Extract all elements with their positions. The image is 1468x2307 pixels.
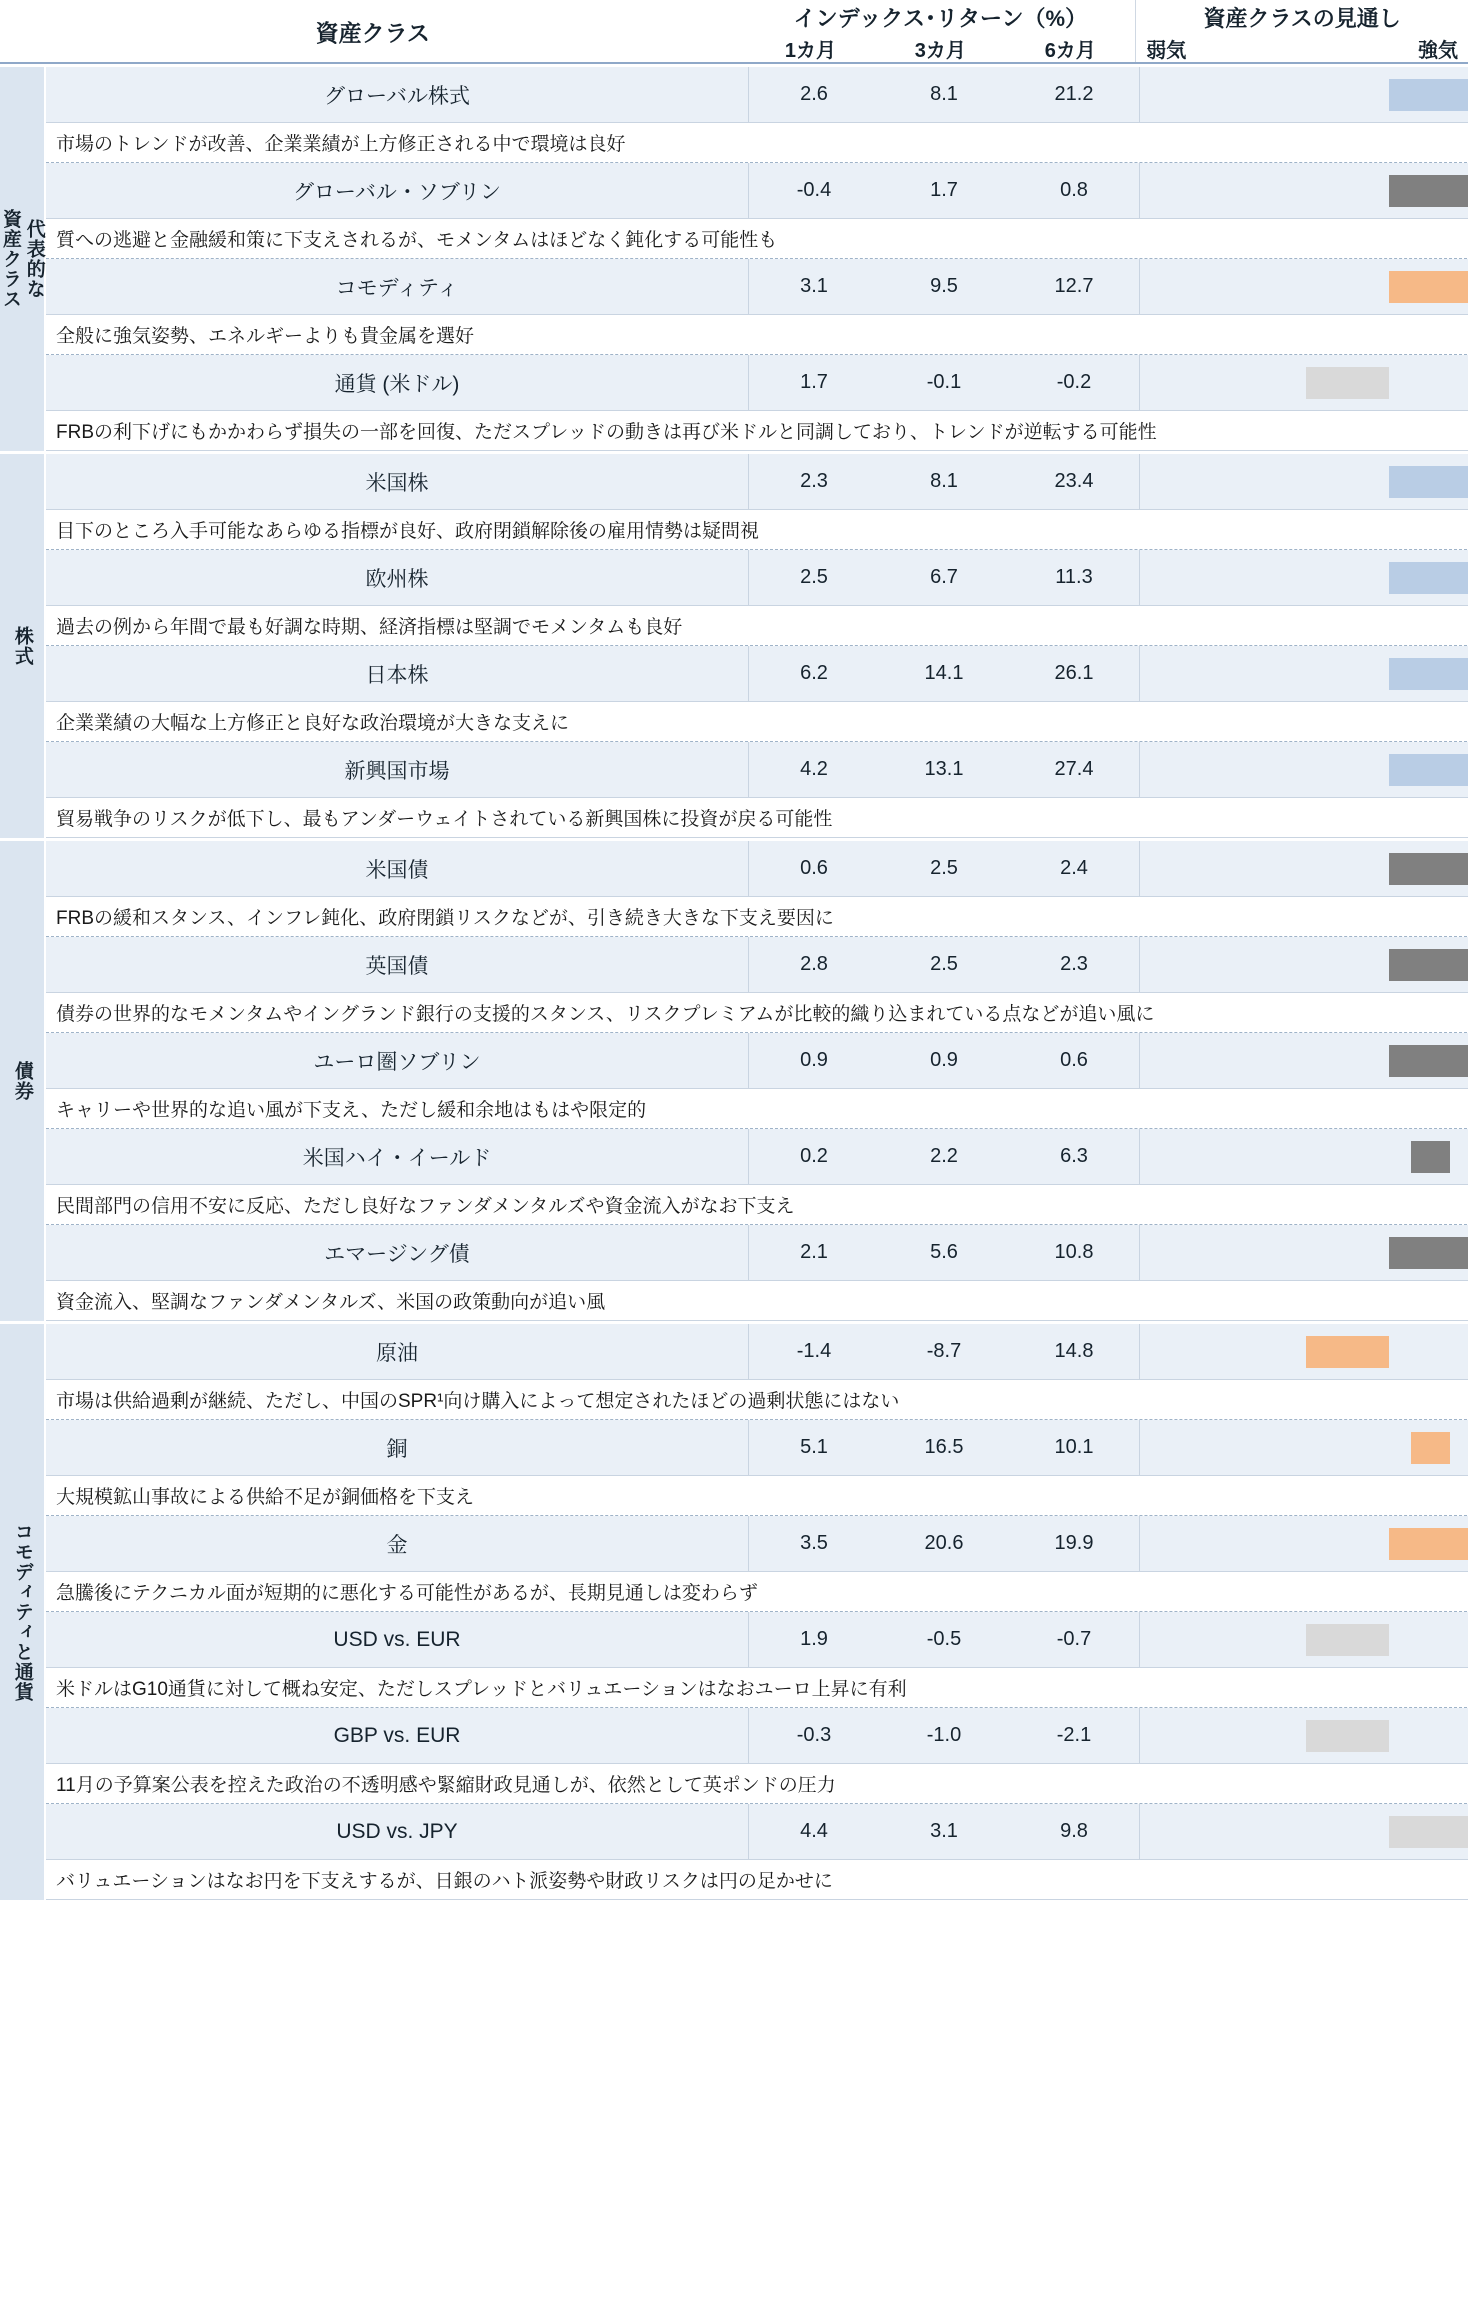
header-bullish: 強気 — [1418, 40, 1458, 62]
outlook-slot — [1389, 646, 1468, 701]
group-label — [0, 454, 46, 838]
table-row — [46, 937, 1468, 993]
table-row — [46, 259, 1468, 315]
outlook-slot — [1389, 1129, 1468, 1184]
return-1m: 2.1 — [800, 1241, 828, 1263]
row-returns — [748, 1324, 1139, 1380]
row-comment: 全般に強気姿勢、エネルギーよりも貴金属を選好 — [46, 315, 1468, 355]
outlook-slot — [1223, 259, 1306, 314]
table-row — [46, 550, 1468, 606]
row-asset-name: 英国債 — [46, 937, 748, 993]
return-3m: -8.7 — [926, 1340, 962, 1362]
return-1m: 4.4 — [800, 1820, 828, 1842]
outlook-bar — [1411, 1141, 1449, 1173]
return-1m: 2.6 — [800, 83, 828, 105]
outlook-slot — [1140, 163, 1223, 218]
row-returns — [748, 550, 1139, 606]
row-returns — [748, 355, 1139, 411]
outlook-bar — [1306, 1720, 1389, 1752]
row-asset-name: 米国株 — [46, 454, 748, 510]
outlook-slot — [1389, 1225, 1468, 1280]
return-1m: 0.9 — [800, 1049, 828, 1071]
row-asset-name: USD vs. EUR — [46, 1612, 748, 1668]
row-outlook — [1139, 1804, 1468, 1860]
outlook-slot — [1389, 1420, 1468, 1475]
outlook-slot — [1306, 841, 1389, 896]
return-6m: 27.4 — [1054, 758, 1094, 780]
outlook-bar — [1306, 367, 1389, 399]
outlook-bar — [1306, 1336, 1389, 1368]
outlook-bar — [1389, 175, 1468, 207]
table-row — [46, 1420, 1468, 1476]
row-returns — [748, 1804, 1139, 1860]
return-6m: 14.8 — [1054, 1340, 1094, 1362]
return-1m: 1.9 — [800, 1628, 828, 1650]
asset-group — [0, 64, 1468, 451]
row-outlook — [1139, 1129, 1468, 1185]
outlook-slot — [1223, 1804, 1306, 1859]
return-6m: -2.1 — [1056, 1724, 1092, 1746]
row-outlook — [1139, 355, 1468, 411]
outlook-slot — [1306, 1516, 1389, 1571]
outlook-slot — [1140, 1612, 1223, 1667]
row-asset-name: 欧州株 — [46, 550, 748, 606]
outlook-slot — [1389, 67, 1468, 122]
header-bearish: 弱気 — [1146, 40, 1187, 62]
return-6m: -0.2 — [1056, 371, 1092, 393]
group-label — [0, 1324, 46, 1900]
outlook-slot — [1140, 355, 1223, 410]
row-comment: FRBの緩和スタンス、インフレ鈍化、政府閉鎖リスクなどが、引き続き大きな下支え要因に — [46, 897, 1468, 937]
row-returns — [748, 1516, 1139, 1572]
return-6m: 6.3 — [1060, 1145, 1088, 1167]
row-asset-name: 新興国市場 — [46, 742, 748, 798]
row-returns — [748, 1612, 1139, 1668]
outlook-slot — [1140, 550, 1223, 605]
return-1m: 4.2 — [800, 758, 828, 780]
row-outlook — [1139, 841, 1468, 897]
table-row — [46, 841, 1468, 897]
group-label-text: 代表的な 資産クラス — [0, 209, 45, 309]
outlook-slot — [1389, 1804, 1468, 1859]
group-rows — [46, 841, 1468, 1321]
return-1m: -0.4 — [796, 179, 832, 201]
return-6m: 0.8 — [1060, 179, 1088, 201]
outlook-slot — [1389, 1324, 1468, 1379]
return-3m: 20.6 — [924, 1532, 964, 1554]
row-outlook — [1139, 550, 1468, 606]
return-1m: 3.1 — [800, 275, 828, 297]
table-row — [46, 1804, 1468, 1860]
row-outlook — [1139, 1324, 1468, 1380]
row-comment: 民間部門の信用不安に反応、ただし良好なファンダメンタルズや資金流入がなお下支え — [46, 1185, 1468, 1225]
row-asset-name: エマージング債 — [46, 1225, 748, 1281]
table-row — [46, 1516, 1468, 1572]
row-outlook — [1139, 1708, 1468, 1764]
outlook-slot — [1389, 355, 1468, 410]
return-3m: -0.5 — [926, 1628, 962, 1650]
return-1m: 2.3 — [800, 470, 828, 492]
outlook-slot — [1389, 550, 1468, 605]
return-6m: 10.1 — [1054, 1436, 1094, 1458]
outlook-slot — [1389, 1708, 1468, 1763]
outlook-slot — [1306, 1612, 1389, 1667]
row-returns — [748, 742, 1139, 798]
outlook-bar — [1389, 949, 1468, 981]
return-3m: 8.1 — [930, 470, 958, 492]
return-3m: 14.1 — [924, 662, 964, 684]
group-rows — [46, 454, 1468, 838]
row-returns — [748, 67, 1139, 123]
outlook-slot — [1306, 1804, 1389, 1859]
return-3m: 1.7 — [930, 179, 958, 201]
table-row — [46, 67, 1468, 123]
row-outlook — [1139, 742, 1468, 798]
return-3m: 2.5 — [930, 857, 958, 879]
outlook-slot — [1140, 742, 1223, 797]
table-body — [0, 64, 1468, 1900]
outlook-slot — [1223, 355, 1306, 410]
outlook-bar — [1306, 1624, 1389, 1656]
row-comment: 11月の予算案公表を控えた政治の不透明感や緊縮財政見通しが、依然として英ポンドの圧力 — [46, 1764, 1468, 1804]
return-3m: 2.2 — [930, 1145, 958, 1167]
outlook-bar — [1389, 1045, 1468, 1077]
row-returns — [748, 454, 1139, 510]
return-3m: 5.6 — [930, 1241, 958, 1263]
table-row — [46, 1708, 1468, 1764]
row-comment: 目下のところ入手可能なあらゆる指標が良好、政府閉鎖解除後の雇用情勢は疑問視 — [46, 510, 1468, 550]
outlook-slot — [1223, 646, 1306, 701]
row-returns — [748, 1708, 1139, 1764]
return-6m: 2.3 — [1060, 953, 1088, 975]
row-outlook — [1139, 163, 1468, 219]
outlook-slot — [1140, 454, 1223, 509]
outlook-slot — [1140, 1033, 1223, 1088]
row-comment: 企業業績の大幅な上方修正と良好な政治環境が大きな支えに — [46, 702, 1468, 742]
return-3m: 0.9 — [930, 1049, 958, 1071]
row-asset-name: USD vs. JPY — [46, 1804, 748, 1860]
row-outlook — [1139, 937, 1468, 993]
outlook-slot — [1306, 67, 1389, 122]
return-1m: 0.2 — [800, 1145, 828, 1167]
row-comment: 債券の世界的なモメンタムやイングランド銀行の支援的スタンス、リスクプレミアムが比較的織り込まれている点などが追い風に — [46, 993, 1468, 1033]
return-1m: 0.6 — [800, 857, 828, 879]
outlook-bar — [1389, 658, 1468, 690]
row-asset-name: 米国債 — [46, 841, 748, 897]
row-comment: 米ドルはG10通貨に対して概ね安定、ただしスプレッドとバリュエーションはなおユーロ上昇に有利 — [46, 1668, 1468, 1708]
outlook-slot — [1140, 646, 1223, 701]
row-outlook — [1139, 454, 1468, 510]
outlook-slot — [1140, 1708, 1223, 1763]
outlook-bar — [1389, 1237, 1468, 1269]
outlook-slot — [1223, 454, 1306, 509]
table-row — [46, 1033, 1468, 1089]
row-comment: 貿易戦争のリスクが低下し、最もアンダーウェイトされている新興国株に投資が戻る可能性 — [46, 798, 1468, 838]
row-asset-name: 銅 — [46, 1420, 748, 1476]
outlook-slot — [1306, 1033, 1389, 1088]
outlook-slot — [1306, 550, 1389, 605]
return-3m: 6.7 — [930, 566, 958, 588]
outlook-slot — [1306, 259, 1389, 314]
outlook-slot — [1306, 355, 1389, 410]
return-6m: 19.9 — [1054, 1532, 1094, 1554]
header-outlook — [1135, 0, 1468, 62]
outlook-slot — [1223, 1708, 1306, 1763]
outlook-slot — [1140, 1129, 1223, 1184]
row-returns — [748, 163, 1139, 219]
return-1m: 5.1 — [800, 1436, 828, 1458]
outlook-bar — [1389, 1816, 1468, 1848]
group-label-text: 債券 — [11, 1061, 33, 1101]
outlook-bar — [1389, 562, 1468, 594]
outlook-bar — [1389, 754, 1468, 786]
row-comment: 過去の例から年間で最も好調な時期、経済指標は堅調でモメンタムも良好 — [46, 606, 1468, 646]
return-3m: 3.1 — [930, 1820, 958, 1842]
return-3m: 13.1 — [924, 758, 964, 780]
outlook-slot — [1223, 1033, 1306, 1088]
row-asset-name: 日本株 — [46, 646, 748, 702]
outlook-slot — [1223, 550, 1306, 605]
table-row — [46, 1129, 1468, 1185]
return-6m: 11.3 — [1055, 566, 1093, 588]
row-asset-name: GBP vs. EUR — [46, 1708, 748, 1764]
outlook-slot — [1306, 1420, 1389, 1475]
asset-group — [0, 1321, 1468, 1900]
outlook-slot — [1140, 1420, 1223, 1475]
outlook-slot — [1140, 1516, 1223, 1571]
return-6m: 10.8 — [1054, 1241, 1094, 1263]
outlook-slot — [1223, 841, 1306, 896]
outlook-slot — [1306, 646, 1389, 701]
row-asset-name: 原油 — [46, 1324, 748, 1380]
outlook-slot — [1140, 937, 1223, 992]
outlook-bar — [1389, 466, 1468, 498]
table-row — [46, 454, 1468, 510]
header-returns-title: インデックス･リターン（%） — [793, 5, 1088, 31]
row-outlook — [1139, 1225, 1468, 1281]
outlook-slot — [1140, 1324, 1223, 1379]
return-3m: 16.5 — [924, 1436, 964, 1458]
return-6m: 26.1 — [1054, 662, 1094, 684]
row-comment: 市場のトレンドが改善、企業業績が上方修正される中で環境は良好 — [46, 123, 1468, 163]
header-ret-3m: 3カ月 — [914, 40, 966, 62]
row-returns — [748, 1033, 1139, 1089]
return-1m: 6.2 — [800, 662, 828, 684]
asset-group — [0, 838, 1468, 1321]
outlook-slot — [1306, 1129, 1389, 1184]
return-1m: 3.5 — [800, 1532, 828, 1554]
outlook-slot — [1389, 259, 1468, 314]
header-ret-6m: 6カ月 — [1044, 40, 1096, 62]
return-1m: -0.3 — [796, 1724, 832, 1746]
outlook-slot — [1389, 937, 1468, 992]
header-outlook-title: 資産クラスの見通し — [1203, 5, 1401, 31]
outlook-slot — [1306, 1225, 1389, 1280]
group-label — [0, 67, 46, 451]
outlook-slot — [1223, 1129, 1306, 1184]
return-6m: 21.2 — [1054, 83, 1094, 105]
table-row — [46, 1324, 1468, 1380]
table-header — [0, 0, 1468, 64]
return-3m: -0.1 — [926, 371, 962, 393]
outlook-slot — [1223, 937, 1306, 992]
table-row — [46, 742, 1468, 798]
row-comment: キャリーや世界的な追い風が下支え、ただし緩和余地はもはや限定的 — [46, 1089, 1468, 1129]
return-3m: 8.1 — [930, 83, 958, 105]
table-row — [46, 163, 1468, 219]
outlook-slot — [1306, 163, 1389, 218]
outlook-slot — [1223, 67, 1306, 122]
outlook-slot — [1223, 742, 1306, 797]
outlook-slot — [1223, 1420, 1306, 1475]
return-6m: 12.7 — [1054, 275, 1094, 297]
outlook-slot — [1306, 742, 1389, 797]
outlook-bar — [1411, 1432, 1449, 1464]
row-comment: 急騰後にテクニカル面が短期的に悪化する可能性があるが、長期見通しは変わらず — [46, 1572, 1468, 1612]
row-returns — [748, 841, 1139, 897]
row-outlook — [1139, 67, 1468, 123]
outlook-bar — [1389, 1528, 1468, 1560]
row-outlook — [1139, 1612, 1468, 1668]
row-outlook — [1139, 646, 1468, 702]
row-outlook — [1139, 1516, 1468, 1572]
row-asset-name: グローバル・ソブリン — [46, 163, 748, 219]
row-outlook — [1139, 259, 1468, 315]
outlook-slot — [1140, 259, 1223, 314]
group-label — [0, 841, 46, 1321]
return-1m: 2.5 — [800, 566, 828, 588]
table-row — [46, 1612, 1468, 1668]
return-6m: -0.7 — [1056, 1628, 1092, 1650]
outlook-slot — [1389, 1612, 1468, 1667]
outlook-slot — [1223, 163, 1306, 218]
group-rows — [46, 1324, 1468, 1900]
return-3m: -1.0 — [926, 1724, 962, 1746]
row-returns — [748, 937, 1139, 993]
outlook-slot — [1306, 454, 1389, 509]
outlook-slot — [1389, 841, 1468, 896]
row-asset-name: ユーロ圏ソブリン — [46, 1033, 748, 1089]
row-returns — [748, 646, 1139, 702]
row-comment: バリュエーションはなお円を下支えするが、日銀のハト派姿勢や財政リスクは円の足かせに — [46, 1860, 1468, 1900]
return-1m: -1.4 — [796, 1340, 832, 1362]
row-comment: FRBの利下げにもかかわらず損失の一部を回復、ただスプレッドの動きは再び米ドルと同調しており、トレンドが逆転する可能性 — [46, 411, 1468, 451]
outlook-slot — [1223, 1612, 1306, 1667]
row-asset-name: コモディティ — [46, 259, 748, 315]
outlook-bar — [1389, 853, 1468, 885]
outlook-bar — [1389, 79, 1468, 111]
outlook-slot — [1140, 841, 1223, 896]
outlook-slot — [1389, 454, 1468, 509]
return-6m: 0.6 — [1060, 1049, 1088, 1071]
outlook-slot — [1389, 1516, 1468, 1571]
row-returns — [748, 1420, 1139, 1476]
row-outlook — [1139, 1033, 1468, 1089]
outlook-slot — [1306, 1324, 1389, 1379]
row-comment: 質への逃避と金融緩和策に下支えされるが、モメンタムはほどなく鈍化する可能性も — [46, 219, 1468, 259]
return-6m: 23.4 — [1054, 470, 1094, 492]
group-label-text: 株式 — [11, 626, 33, 666]
outlook-bar — [1389, 271, 1468, 303]
return-6m: 9.8 — [1060, 1820, 1088, 1842]
outlook-slot — [1223, 1516, 1306, 1571]
row-asset-name: 金 — [46, 1516, 748, 1572]
row-returns — [748, 1129, 1139, 1185]
header-asset-class: 資産クラス — [315, 19, 430, 46]
return-1m: 1.7 — [800, 371, 828, 393]
return-6m: 2.4 — [1060, 857, 1088, 879]
table-row — [46, 646, 1468, 702]
outlook-slot — [1306, 937, 1389, 992]
row-returns — [748, 259, 1139, 315]
outlook-slot — [1389, 1033, 1468, 1088]
outlook-slot — [1223, 1225, 1306, 1280]
row-asset-name: グローバル株式 — [46, 67, 748, 123]
row-comment: 大規模鉱山事故による供給不足が銅価格を下支え — [46, 1476, 1468, 1516]
outlook-slot — [1223, 1324, 1306, 1379]
group-rows — [46, 67, 1468, 451]
return-3m: 2.5 — [930, 953, 958, 975]
group-label-text: コモディティと通貨 — [11, 1522, 33, 1702]
header-returns — [745, 0, 1135, 62]
outlook-slot — [1140, 67, 1223, 122]
outlook-slot — [1389, 163, 1468, 218]
return-3m: 9.5 — [930, 275, 958, 297]
outlook-slot — [1389, 742, 1468, 797]
outlook-slot — [1140, 1804, 1223, 1859]
row-asset-name: 通貨 (米ドル) — [46, 355, 748, 411]
header-ret-1m: 1カ月 — [784, 40, 836, 62]
outlook-slot — [1140, 1225, 1223, 1280]
outlook-slot — [1306, 1708, 1389, 1763]
row-asset-name: 米国ハイ・イールド — [46, 1129, 748, 1185]
asset-group — [0, 451, 1468, 838]
row-comment: 資金流入、堅調なファンダメンタルズ、米国の政策動向が追い風 — [46, 1281, 1468, 1321]
return-1m: 2.8 — [800, 953, 828, 975]
row-comment: 市場は供給過剰が継続、ただし、中国のSPR¹向け購入によって想定されたほどの過剰状態にはない — [46, 1380, 1468, 1420]
row-outlook — [1139, 1420, 1468, 1476]
table-row — [46, 1225, 1468, 1281]
table-row — [46, 355, 1468, 411]
row-returns — [748, 1225, 1139, 1281]
